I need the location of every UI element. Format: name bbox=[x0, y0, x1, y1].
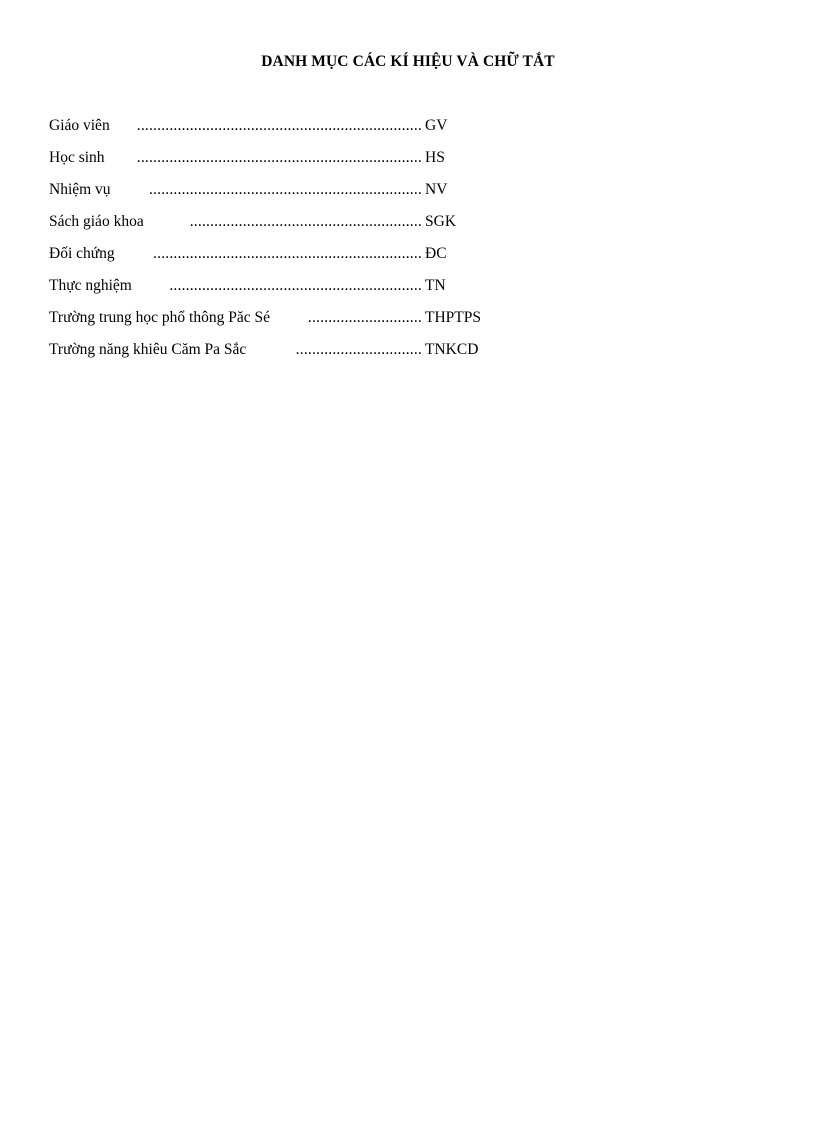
abbreviation-row bbox=[49, 211, 509, 243]
abbreviation-code: NV bbox=[425, 181, 448, 198]
abbreviation-code: SGK bbox=[425, 213, 457, 230]
abbreviation-term: Trường trung học phổ thông Păc Sé bbox=[49, 309, 270, 326]
leader-dots: ...................................................................... bbox=[136, 149, 422, 166]
abbreviation-code: GV bbox=[425, 117, 448, 134]
leader-dots: .............................................................. bbox=[169, 277, 422, 294]
leader-dots: ...................................................................... bbox=[136, 117, 422, 134]
leader-dots: ............................... bbox=[295, 341, 422, 358]
abbreviation-list bbox=[49, 115, 509, 371]
abbreviation-row bbox=[49, 115, 509, 147]
abbreviation-row bbox=[49, 179, 509, 211]
abbreviation-row bbox=[49, 275, 509, 307]
abbreviation-term: Nhiệm vụ bbox=[49, 181, 111, 198]
leader-dots: ................................................................... bbox=[148, 181, 422, 198]
abbreviation-code: ĐC bbox=[425, 245, 447, 262]
abbreviation-code: TNKCD bbox=[425, 341, 479, 358]
abbreviation-term: Giáo viên bbox=[49, 117, 110, 134]
abbreviation-row bbox=[49, 147, 509, 179]
abbreviation-term: Đối chứng bbox=[49, 245, 115, 262]
leader-dots: ......................................................... bbox=[189, 213, 422, 230]
abbreviation-term: Sách giáo khoa bbox=[49, 213, 144, 230]
leader-dots: ............................ bbox=[307, 309, 422, 326]
abbreviation-code: HS bbox=[425, 149, 445, 166]
abbreviation-row bbox=[49, 307, 509, 339]
abbreviation-term: Thực nghiệm bbox=[49, 277, 132, 294]
page-title: DANH MỤC CÁC KÍ HIỆU VÀ CHỮ TẮT bbox=[261, 53, 555, 70]
abbreviation-term: Trường năng khiêu Căm Pa Sắc bbox=[49, 341, 247, 358]
abbreviation-row bbox=[49, 243, 509, 275]
abbreviation-code: THPTPS bbox=[425, 309, 481, 326]
abbreviation-term: Học sinh bbox=[49, 149, 105, 166]
abbreviation-row bbox=[49, 339, 509, 371]
abbreviation-code: TN bbox=[425, 277, 446, 294]
leader-dots: .................................................................. bbox=[153, 245, 422, 262]
